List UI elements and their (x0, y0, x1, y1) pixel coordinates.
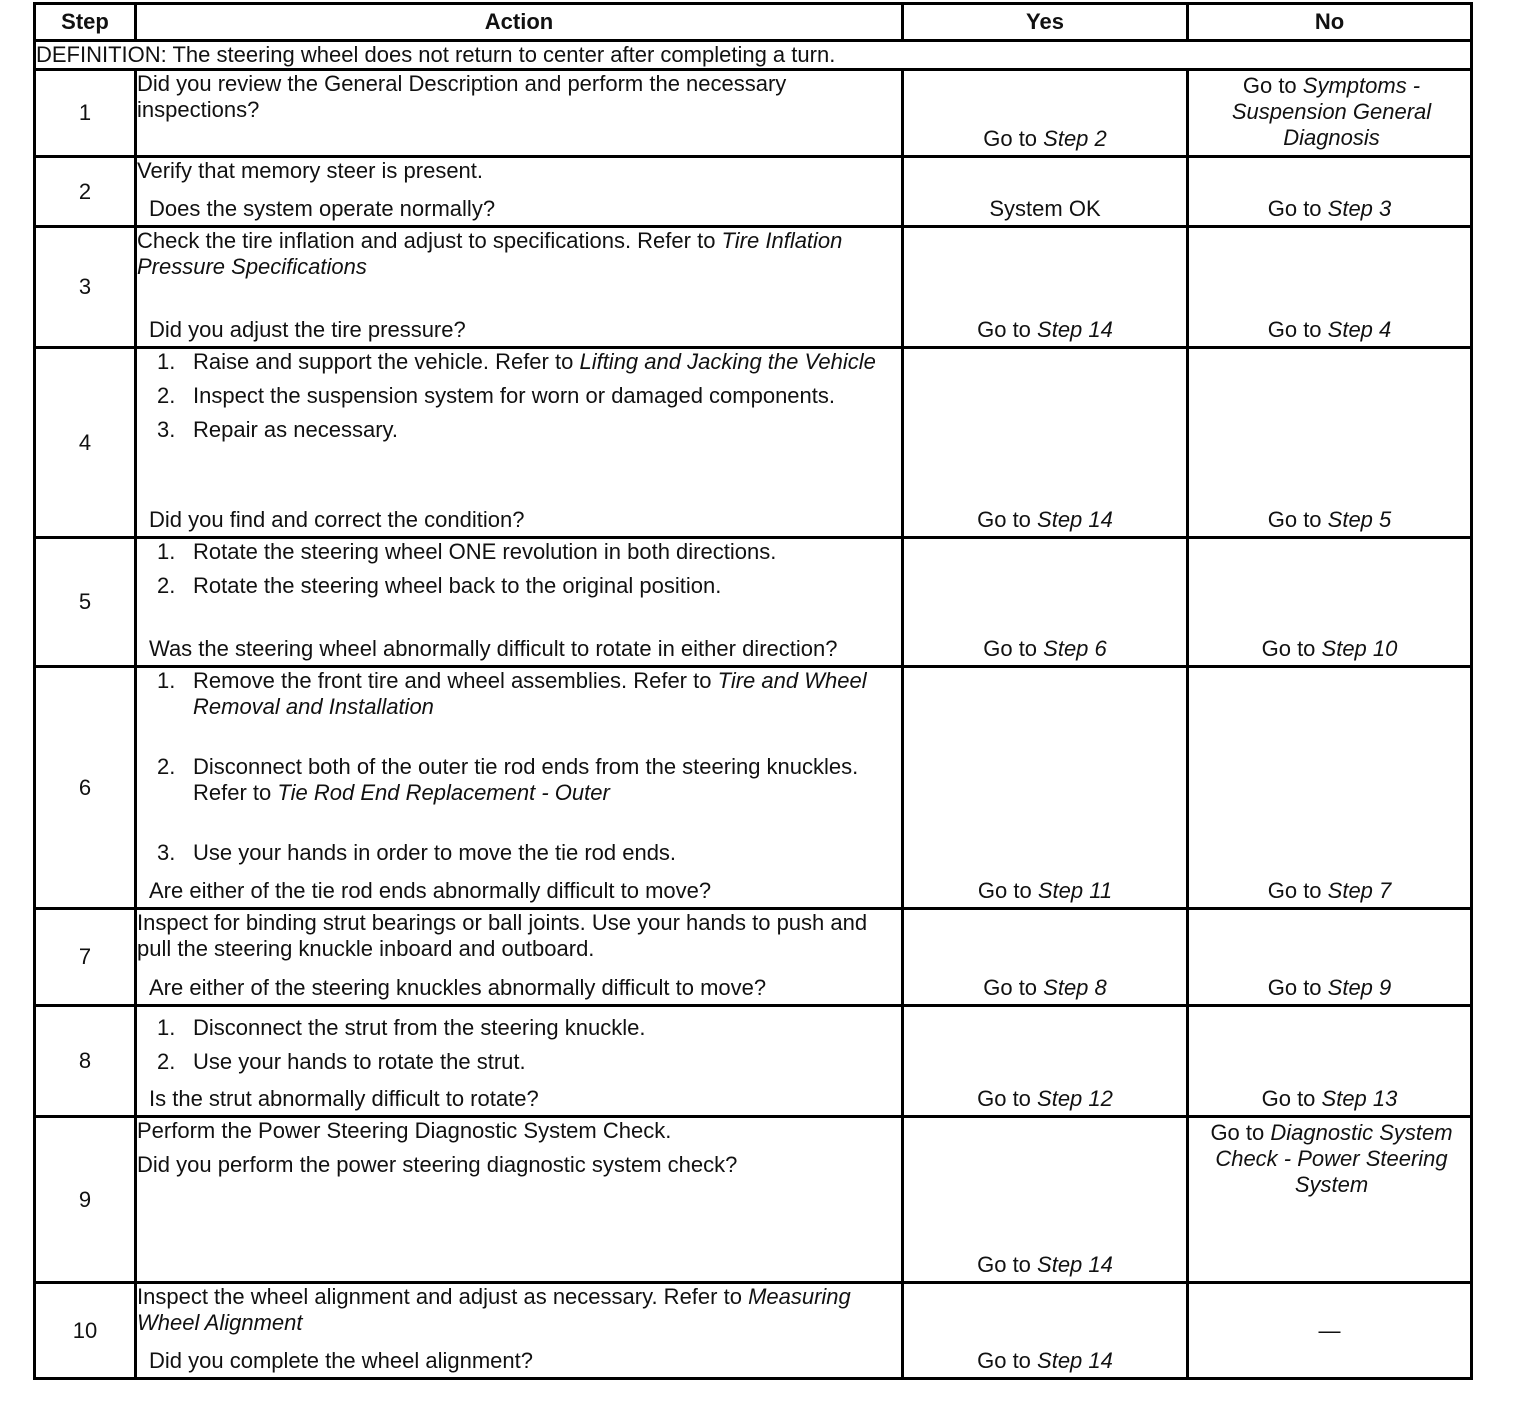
no-prefix: Go to (1267, 878, 1328, 903)
list-item (137, 1015, 901, 1041)
yes-prefix: Go to (983, 126, 1044, 151)
table-row (35, 227, 1472, 348)
list-item (137, 539, 901, 565)
no-link[interactable]: Step 7 (1327, 878, 1392, 903)
step-number: 8 (35, 1006, 136, 1117)
yes-prefix: Go to (977, 1348, 1038, 1373)
yes-cell (903, 1006, 1188, 1117)
yes-cell (903, 909, 1188, 1006)
yes-link[interactable]: Step 6 (1043, 636, 1107, 661)
yes-prefix: Go to (977, 317, 1038, 342)
action-cell (136, 227, 903, 348)
item-number: 1. (157, 668, 176, 693)
yes-prefix: Go to (977, 1252, 1038, 1277)
item-number: 2. (157, 573, 176, 598)
yes-cell (903, 70, 1188, 157)
step-number: 9 (35, 1117, 136, 1283)
action-steps (137, 539, 901, 599)
diagnostic-table (33, 2, 1473, 1380)
action-cell (136, 1283, 903, 1379)
no-prefix: Go to (1267, 317, 1328, 342)
no-cell (1188, 1006, 1472, 1117)
item-number: 1. (157, 1015, 176, 1040)
question-text: Did you find and correct the condition? (149, 507, 525, 532)
yes-prefix: Go to (977, 1086, 1038, 1111)
reference-link[interactable]: Tire Inflation Pressure Specifications (137, 228, 843, 279)
action-text: Inspect the wheel alignment and adjust as necessary. Refer to (137, 1284, 749, 1309)
header-yes: Yes (903, 4, 1188, 41)
step-number: 10 (35, 1283, 136, 1379)
header-step: Step (35, 4, 136, 41)
no-link[interactable]: Step 10 (1321, 636, 1398, 661)
yes-prefix: Go to (977, 878, 1038, 903)
step-number: 6 (35, 667, 136, 909)
yes-prefix: Go to (983, 975, 1044, 1000)
list-item (137, 754, 901, 806)
no-prefix: Go to (1261, 1086, 1322, 1111)
yes-cell (903, 1283, 1188, 1379)
header-action: Action (136, 4, 903, 41)
definition-row (35, 41, 1472, 70)
no-cell (1188, 1283, 1472, 1379)
yes-link[interactable]: Step 11 (1037, 878, 1113, 903)
list-item (137, 573, 901, 599)
no-link[interactable]: Symptoms - Suspension General Diagnosis (1231, 73, 1432, 150)
list-item (137, 417, 901, 443)
action-cell (136, 909, 903, 1006)
question-text: Was the steering wheel abnormally difficult to rotate in either direction? (149, 636, 838, 661)
yes-prefix: Go to (983, 636, 1044, 661)
no-dash: — (1318, 1317, 1341, 1343)
item-text: Rotate the steering wheel back to the original position. (193, 573, 722, 598)
definition-text: DEFINITION: The steering wheel does not return to center after completing a turn. (35, 41, 1472, 70)
yes-link[interactable]: Step 12 (1037, 1086, 1113, 1111)
reference-link[interactable]: Tire and Wheel Removal and Installation (193, 668, 867, 719)
action-cell (136, 1117, 903, 1283)
action-text: Verify that memory steer is present. (137, 158, 484, 183)
no-cell (1188, 227, 1472, 348)
no-cell (1188, 667, 1472, 909)
list-item (137, 349, 901, 375)
question-text: Does the system operate normally? (149, 196, 496, 221)
no-cell (1188, 1117, 1472, 1283)
no-cell (1188, 157, 1472, 227)
table-row (35, 1117, 1472, 1283)
item-text: Raise and support the vehicle. Refer to (193, 349, 580, 374)
table-row (35, 909, 1472, 1006)
yes-cell (903, 348, 1188, 538)
no-cell (1188, 70, 1472, 157)
step-number: 4 (35, 348, 136, 538)
no-prefix: Go to (1267, 196, 1328, 221)
yes-link[interactable]: Step 14 (1037, 507, 1113, 532)
item-text: Disconnect the strut from the steering knuckle. (193, 1015, 646, 1040)
no-prefix: Go to (1267, 507, 1328, 532)
no-link[interactable]: Step 5 (1327, 507, 1392, 532)
no-prefix: Go to (1210, 1120, 1271, 1145)
action-text: Did you review the General Description and perform the necessary inspections? (137, 71, 787, 122)
step-number: 2 (35, 157, 136, 227)
action-steps (137, 349, 901, 443)
action-steps (137, 1015, 901, 1075)
header-no: No (1188, 4, 1472, 41)
yes-link[interactable]: Step 14 (1037, 1252, 1113, 1277)
item-text: Disconnect both of the outer tie rod ends from the steering knuckles. Refer to (193, 754, 859, 805)
no-link[interactable]: Step 4 (1327, 317, 1392, 342)
action-cell (136, 70, 903, 157)
table-row (35, 1283, 1472, 1379)
yes-link[interactable]: Step 14 (1037, 1348, 1113, 1373)
question-text: Are either of the steering knuckles abnormally difficult to move? (149, 975, 767, 1000)
reference-link[interactable]: Measuring Wheel Alignment (137, 1284, 851, 1335)
no-cell (1188, 538, 1472, 667)
yes-cell (903, 538, 1188, 667)
action-text: Inspect for binding strut bearings or ball joints. Use your hands to push and pull the steering knuckle inboard and outboard. (137, 910, 868, 961)
yes-cell (903, 227, 1188, 348)
yes-cell (903, 667, 1188, 909)
yes-result: System OK (989, 196, 1101, 221)
item-number: 1. (157, 539, 176, 564)
item-text: Use your hands to rotate the strut. (193, 1049, 526, 1074)
table-row (35, 348, 1472, 538)
table-row (35, 1006, 1472, 1117)
table-row (35, 538, 1472, 667)
action-cell (136, 538, 903, 667)
list-item (137, 1049, 901, 1075)
item-text: Repair as necessary. (193, 417, 399, 442)
no-prefix: Go to (1242, 73, 1303, 98)
action-cell (136, 1006, 903, 1117)
question-text: Did you perform the power steering diagnostic system check? (137, 1152, 738, 1177)
action-text: Check the tire inflation and adjust to specifications. Refer to (137, 228, 722, 253)
list-item (137, 840, 901, 866)
item-number: 2. (157, 1049, 176, 1074)
step-number: 3 (35, 227, 136, 348)
yes-cell (903, 157, 1188, 227)
item-number: 3. (157, 417, 176, 442)
question-text: Did you adjust the tire pressure? (149, 317, 466, 342)
question-text: Did you complete the wheel alignment? (149, 1348, 534, 1373)
item-text: Inspect the suspension system for worn or damaged components. (193, 383, 836, 408)
reference-link[interactable]: Lifting and Jacking the Vehicle (579, 349, 876, 374)
no-link[interactable]: Step 3 (1327, 196, 1392, 221)
item-number: 3. (157, 840, 176, 865)
yes-cell (903, 1117, 1188, 1283)
yes-prefix: Go to (977, 507, 1038, 532)
question-text: Are either of the tie rod ends abnormally difficult to move? (149, 878, 712, 903)
item-text: Remove the front tire and wheel assemblies. Refer to (193, 668, 718, 693)
yes-link[interactable]: Step 2 (1043, 126, 1107, 151)
item-number: 2. (157, 754, 176, 779)
action-cell (136, 667, 903, 909)
no-link[interactable]: Step 13 (1321, 1086, 1398, 1111)
no-prefix: Go to (1261, 636, 1322, 661)
action-cell (136, 348, 903, 538)
action-cell (136, 157, 903, 227)
table-row (35, 157, 1472, 227)
action-steps (137, 668, 901, 866)
no-cell (1188, 909, 1472, 1006)
list-item (137, 383, 901, 409)
item-number: 2. (157, 383, 176, 408)
no-prefix: Go to (1267, 975, 1328, 1000)
item-number: 1. (157, 349, 176, 374)
list-item (137, 668, 901, 720)
item-text: Rotate the steering wheel ONE revolution in both directions. (193, 539, 777, 564)
item-text: Use your hands in order to move the tie rod ends. (193, 840, 677, 865)
no-cell (1188, 348, 1472, 538)
reference-link[interactable]: Tie Rod End Replacement - Outer (277, 780, 610, 805)
header-row (35, 4, 1472, 41)
yes-link[interactable]: Step 14 (1037, 317, 1113, 342)
step-number: 1 (35, 70, 136, 157)
action-text: Perform the Power Steering Diagnostic System Check. (137, 1118, 672, 1143)
no-link[interactable]: Diagnostic System Check - Power Steering System (1215, 1120, 1453, 1197)
no-link[interactable]: Step 9 (1327, 975, 1392, 1000)
step-number: 7 (35, 909, 136, 1006)
question-text: Is the strut abnormally difficult to rotate? (149, 1086, 539, 1111)
table-row (35, 667, 1472, 909)
yes-link[interactable]: Step 8 (1043, 975, 1107, 1000)
step-number: 5 (35, 538, 136, 667)
table-row (35, 70, 1472, 157)
